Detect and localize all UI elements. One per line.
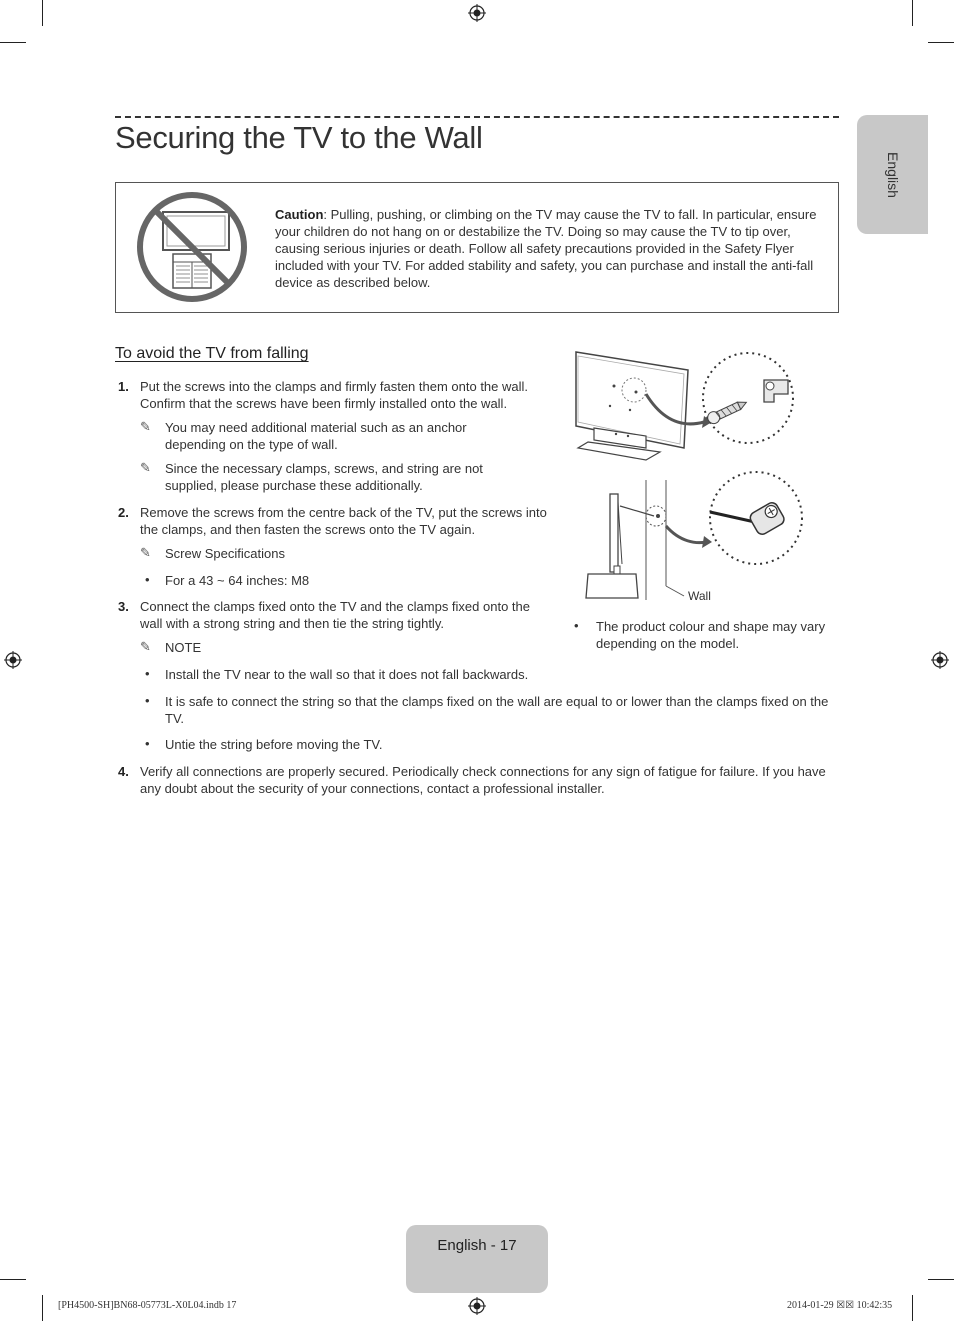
print-timestamp: 2014-01-29 ☒☒ 10:42:35	[787, 1300, 893, 1311]
pencil-note-icon: ✎	[140, 419, 151, 434]
crop-mark	[42, 0, 43, 26]
bullet-dot: •	[145, 693, 150, 708]
registration-mark-icon	[931, 651, 949, 669]
pencil-note-icon: ✎	[140, 545, 151, 560]
step-text: Verify all connections are properly secured. Periodically check connections for any sign of fatigue for failure. If you have any doubt about the security of your connections, contact a professional installer.	[140, 764, 826, 796]
step-text: Put the screws into the clamps and firmly fasten them onto the wall. Confirm that the screws have been firmly installed onto the wall.	[140, 379, 529, 411]
title-dashed-rule	[115, 116, 839, 118]
registration-mark-icon	[4, 651, 22, 669]
wall-label: Wall	[688, 589, 711, 603]
bullet-dot: •	[145, 572, 150, 587]
bullet-text: For a 43 ~ 64 inches: M8	[165, 573, 310, 588]
registration-mark-icon	[468, 4, 486, 22]
step-number: 1.	[118, 379, 129, 394]
step-number: 4.	[118, 764, 129, 779]
section-heading: To avoid the TV from falling	[115, 345, 309, 362]
note-text: You may need additional material such as an anchor depending on the type of wall.	[165, 420, 467, 452]
tv-back-clamp-illustration	[570, 348, 810, 468]
crop-mark	[912, 1295, 913, 1321]
registration-mark-icon	[468, 1297, 486, 1315]
tv-side-string-illustration	[580, 468, 812, 603]
page-number-label: English - 17	[437, 1237, 517, 1254]
note-text: Screw Specifications	[165, 546, 285, 561]
bullet-dot: •	[145, 736, 150, 751]
illustration-caption: The product colour and shape may vary depending on the model.	[596, 619, 826, 651]
crop-mark	[0, 1279, 26, 1280]
pencil-note-icon: ✎	[140, 639, 151, 654]
caution-text	[275, 206, 830, 291]
crop-mark	[42, 1295, 43, 1321]
bullet-text: Install the TV near to the wall so that it does not fall backwards.	[165, 667, 529, 682]
bullet-text: It is safe to connect the string so that the clamps fixed on the wall are equal to or lower than the clamps fixed on the TV.	[165, 694, 829, 726]
step-text: Remove the screws from the centre back of the TV, put the screws into the clamps, and then fasten the screws onto the TV again.	[140, 505, 547, 537]
pencil-note-icon: ✎	[140, 460, 151, 475]
bullet-text: Untie the string before moving the TV.	[165, 737, 383, 752]
page-number-tab	[406, 1225, 548, 1293]
bullet-dot: •	[574, 618, 579, 633]
note-text: Since the necessary clamps, screws, and string are not supplied, please purchase these additionally.	[165, 461, 483, 493]
caution-body: : Pulling, pushing, or climbing on the TV may cause the TV to fall. In particular, ensure your children do not hang on or destabilize the TV. Doing so may cause the TV to tip over, causing serious injuries or death. Follow all safety precautions provided in the Safety Flyer included with your TV. For added stability and safety, you can purchase and install the anti-fall device as described below.	[275, 207, 817, 290]
page-title: Securing the TV to the Wall	[115, 120, 483, 155]
print-file-info: [PH4500-SH]BN68-05773L-X0L04.indb 17	[58, 1300, 237, 1311]
note-label: NOTE	[165, 640, 202, 655]
crop-mark	[0, 42, 26, 43]
crop-mark	[928, 1279, 954, 1280]
language-tab	[857, 115, 928, 234]
caution-label: Caution	[275, 207, 324, 222]
step-number: 3.	[118, 599, 129, 614]
language-tab-label: English	[884, 151, 901, 198]
crop-mark	[928, 42, 954, 43]
crop-mark	[912, 0, 913, 26]
step-number: 2.	[118, 505, 129, 520]
step-text: Connect the clamps fixed onto the TV and the clamps fixed onto the wall with a strong string and then tie the string tightly.	[140, 599, 530, 631]
no-climb-prohibition-icon	[135, 190, 249, 304]
bullet-dot: •	[145, 666, 150, 681]
